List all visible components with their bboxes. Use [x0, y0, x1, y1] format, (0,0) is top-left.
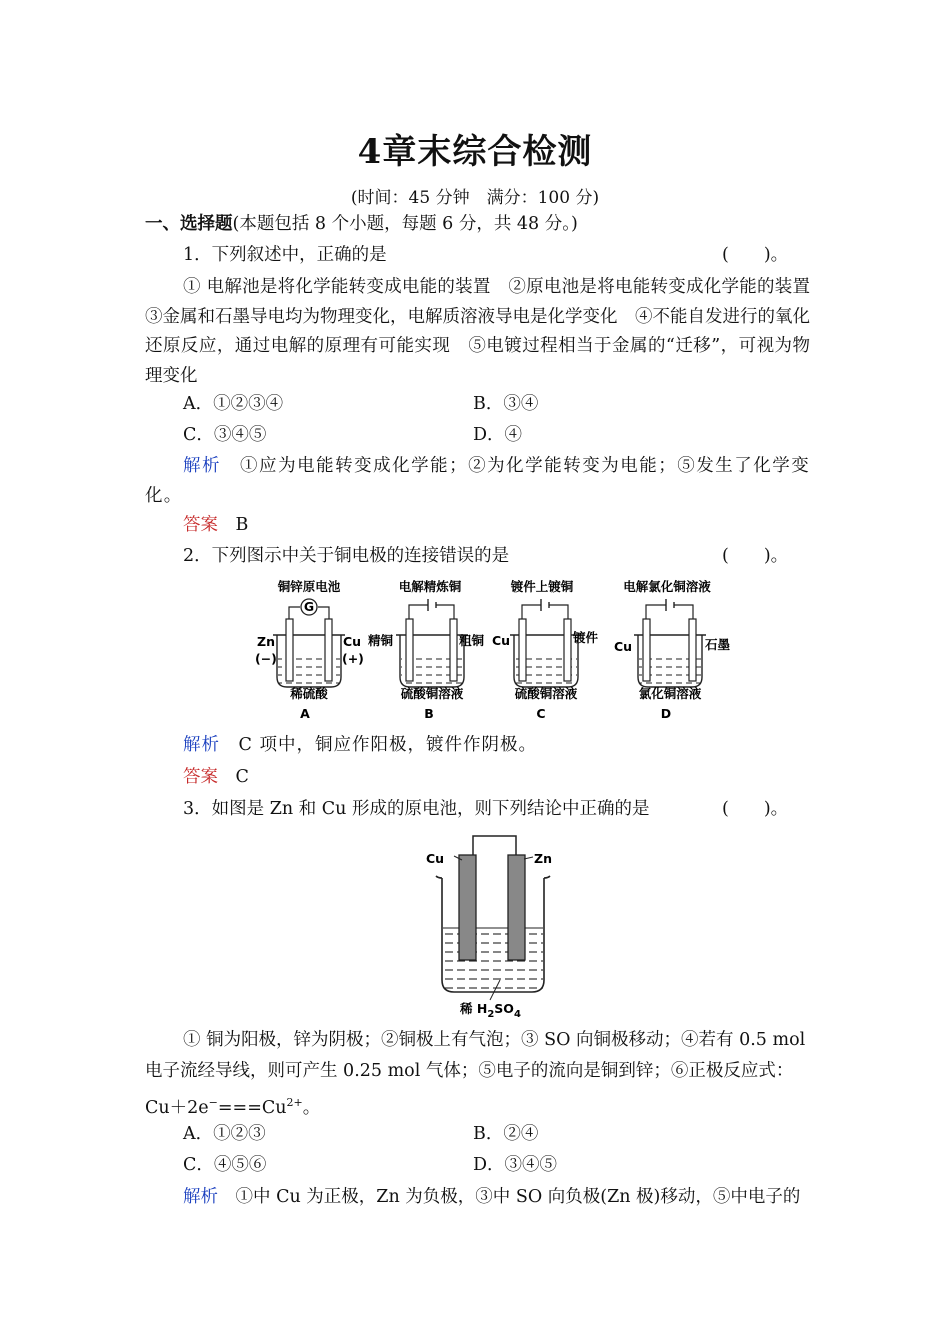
q1-answer-value: B	[235, 515, 249, 535]
q2-cell-d-solution: 氯化铜溶液	[638, 686, 702, 701]
q1-option-b: B．③④	[473, 394, 539, 414]
q2-cell-d-title: 电解氯化铜溶液	[623, 579, 711, 594]
q3-option-b: B．②④	[473, 1124, 539, 1144]
q2-cell-d-left: Cu	[614, 639, 633, 654]
q2-cell-a-letter: A	[300, 706, 310, 721]
q3-body-line1: ① 铜为阳极，锌为阴极；②铜极上有气泡；③ SO 向铜极移动；④若有 0.5 mol	[183, 1030, 806, 1050]
q3-body-line2: 电子流经导线，则可产生 0.25 mol 气体；⑤电子的流向是铜到锌；⑥正极反应式：	[145, 1061, 794, 1081]
q3-option-d: D．③④⑤	[473, 1155, 558, 1175]
q2-cell-c-right: 镀件	[573, 630, 599, 645]
q2-stem: 2．下列图示中关于铜电极的连接错误的是	[183, 546, 510, 566]
q1-option-c: C．③④⑤	[183, 425, 267, 445]
section-note: (本题包括 8 个小题，每题 6 分，共 48 分。)	[232, 214, 578, 234]
page-title: 4章末综合检测	[357, 132, 593, 172]
q2-answer	[183, 763, 848, 792]
q2-answer-label: 答案	[183, 767, 218, 787]
q2-cell-a-right: Cu	[343, 634, 362, 649]
q3-eq-sup1: −	[208, 1096, 218, 1109]
q2-cell-a-solution: 稀硫酸	[290, 686, 328, 701]
q2-cell-c-letter: C	[536, 706, 546, 721]
q2-analysis	[183, 731, 848, 760]
q1-body: ① 电解池是将化学能转变成电能的装置 ②原电池是将电能转变成化学能的装置 ③金属和石墨导电均为物理变化，电解质溶液导电是化学变化 ④不能自发进行的氧化还原反应，通过电解的原理有可能实现 ⑤电镀过程相当于金属的“迁移”，可视为物理变化	[145, 277, 828, 386]
q3-eq-post: 。	[302, 1097, 321, 1118]
q2-cell-b	[367, 579, 485, 721]
q3-solution-sub1: 2	[487, 1009, 495, 1020]
q3-option-c: C．④⑤⑥	[183, 1155, 267, 1175]
q2-answer-value: C	[235, 767, 249, 787]
q2-cell-b-right: 粗铜	[459, 633, 485, 648]
q1-option-a: A．①②③④	[183, 394, 284, 414]
q2-paren: ( )。	[722, 546, 789, 566]
q2-cell-a-meter: G	[303, 599, 315, 614]
q2-analysis-label: 解析	[183, 735, 220, 755]
q3-option-a: A．①②③	[183, 1124, 266, 1144]
q1-option-d: D．④	[473, 425, 523, 445]
q3-solution-pre: 稀 H	[460, 1001, 488, 1016]
section-heading: 一、选择题	[145, 214, 233, 234]
q3-equation	[145, 1088, 810, 1123]
q2-cell-d-letter: D	[660, 706, 672, 721]
q3-stem: 3．如图是 Zn 和 Cu 形成的原电池，则下列结论中正确的是	[183, 799, 650, 819]
q3-eq-mid: ===Cu	[217, 1097, 287, 1118]
q2-cell-d	[614, 579, 731, 721]
q2-cell-c-solution: 硫酸铜溶液	[514, 686, 578, 701]
page-subtitle: (时间：45 分钟 满分：100 分)	[350, 188, 600, 208]
q1-answer	[183, 511, 848, 540]
q3-analysis-text: ①中 Cu 为正极，Zn 为负极，③中 SO 向负极(Zn 极)移动，⑤中电子的	[235, 1187, 801, 1207]
q2-cell-c	[492, 579, 599, 721]
q2-analysis-text: C 项中，铜应作阳极，镀件作阴极。	[238, 735, 537, 755]
q3-eq-pre: Cu＋2e	[145, 1097, 209, 1118]
q2-cell-a-title: 铜锌原电池	[277, 579, 341, 594]
q1-stem: 1．下列叙述中，正确的是	[183, 245, 387, 265]
section-heading-line	[145, 210, 810, 239]
q2-cell-a	[255, 579, 364, 721]
q3-right-label: Zn	[534, 851, 552, 866]
q2-cell-a-right-sign: (+)	[342, 651, 364, 666]
q3-solution-mid: SO	[494, 1001, 514, 1016]
q3-eq-sup2: 2+	[286, 1096, 303, 1109]
q1-analysis-text: ①应为电能转变成化学能；②为化学能转变为电能；⑤发生了化学变化。	[145, 456, 811, 506]
q2-cell-b-letter: B	[424, 706, 434, 721]
q3-left-label: Cu	[426, 851, 445, 866]
q1-paren: ( )。	[722, 245, 789, 265]
q2-cell-c-left: Cu	[492, 633, 511, 648]
q2-figure	[255, 575, 745, 725]
q1-analysis	[145, 452, 810, 511]
q3-figure	[420, 830, 570, 1020]
q3-solution-sub2: 4	[513, 1009, 521, 1020]
q2-cell-c-title: 镀件上镀铜	[510, 579, 574, 594]
q2-cell-a-left-sign: (−)	[255, 651, 277, 666]
q3-analysis-label: 解析	[183, 1187, 218, 1207]
q2-cell-a-left: Zn	[257, 634, 275, 649]
q3-analysis	[183, 1183, 848, 1212]
q2-cell-d-right: 石墨	[705, 637, 731, 652]
q2-cell-b-title: 电解精炼铜	[398, 579, 462, 594]
q3-cell-svg	[420, 830, 570, 1020]
q3-paren: ( )。	[722, 799, 789, 819]
q2-cell-b-left: 精铜	[368, 633, 394, 648]
q3-solution-label	[459, 1001, 521, 1020]
q2-cell-b-solution: 硫酸铜溶液	[400, 686, 464, 701]
q1-answer-label: 答案	[183, 515, 218, 535]
q1-analysis-label: 解析	[183, 456, 222, 476]
q2-cells-svg	[255, 575, 745, 725]
